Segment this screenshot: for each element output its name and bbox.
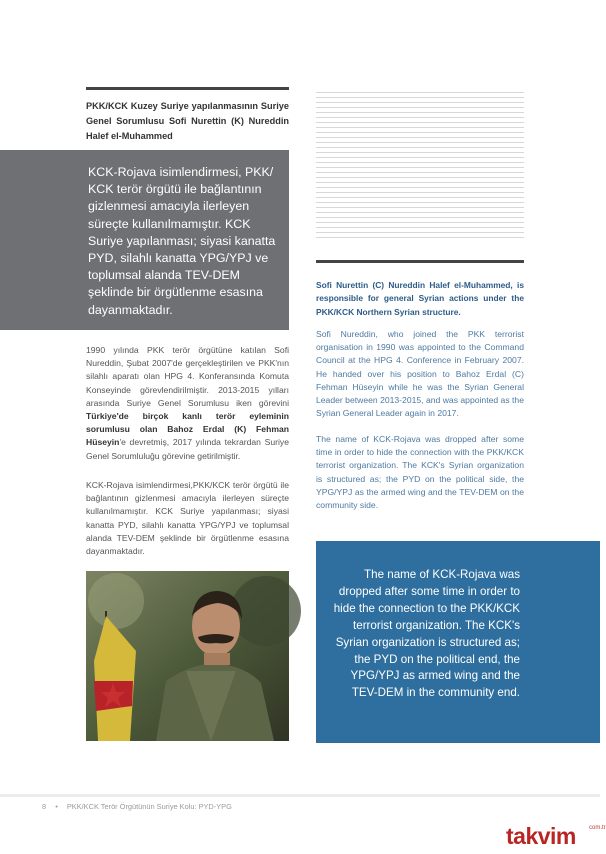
- left-paragraph-1: [86, 344, 289, 463]
- left-paragraph-2: KCK-Rojava isimlendirmesi,PKK/KCK terör örgütü ile bağlantının gizlenmesi amacıyla ilerleyen süreçte kullanılmamıştır. KCK Suriye yapılanması; siyasi kanatta PYD, silahlı kanatta YPG/YPJ ve toplumsal alanda TEV-DEM şeklinde bir örgütlenme esasına dayanmaktadır.: [86, 480, 289, 557]
- footer-title: PKK/KCK Terör Örgütünün Suriye Kolu: PYD-YPG: [66, 802, 232, 811]
- logo-domain: com.tr: [589, 825, 606, 831]
- left-caption-heading: PKK/KCK Kuzey Suriye yapılanmasının Suriye Genel Sorumlusu Sofi Nurettin (K) Nureddin Halef el-Muhammed: [86, 101, 289, 141]
- footer-divider: [0, 794, 600, 797]
- page-number: 8: [42, 802, 47, 811]
- turkish-pull-quote-box: [0, 150, 289, 330]
- footer-separator: •: [55, 802, 58, 811]
- logo-brand: takvim: [506, 823, 576, 849]
- left-paragraph-1-end: 'e devretmiş, 2017 yılında tekrardan Suriye Genel Sorumluluğu görevine getirilmiştir.: [86, 437, 289, 461]
- portrait-photo-illustration: [86, 571, 289, 741]
- right-rule: [316, 260, 524, 263]
- portrait-photo: [86, 571, 289, 741]
- right-paragraph-1: Sofi Nureddin, who joined the PKK terrorist organisation in 1990 was appointed to the Command Council at the HPG 4. Conference in February 2007. He handed over his position to Bahoz Erdal (C) Fehman Hüseyin while he was the Syrian General Leader between 2013-2015, and was appointed as the Syrian General Leader again in 2017.: [316, 329, 524, 419]
- english-pull-quote: The name of KCK-Rojava was dropped after some time in order to hide the connection to the PKK/KCK terrorist organization. The KCK's Syrian organization is structured as; the PYD on the political end, the YPG/YPJ as armed wing and the TEV-DEM in the community end.: [333, 568, 520, 700]
- right-paragraph-2: The name of KCK-Rojava was dropped after some time in order to hide the connection with the PKK/KCK terrorist organization. The KCK's Syrian organization is structured as; the PYD on the political side, the YPG/YPJ as the armed wing and the TEV-DEM on the community side.: [316, 434, 524, 511]
- decorative-lines: [316, 92, 524, 242]
- turkish-pull-quote: KCK-Rojava isimlendirmesi, PKK/ KCK terör örgütü ile bağlantının gizlenmesi amacıyla ilerleyen süreçte kullanılmamıştır. KCK Suriye yapılanması; siyasi kanatta PYD, silahlı kanatta YPG/YPJ ve toplumsal alanda TEV-DEM şeklinde bir örgütlenme esasına dayanmaktadır.: [88, 165, 276, 317]
- left-paragraph-1-start: 1990 yılında PKK terör örgütüne katılan Sofi Nureddin, Şubat 2007'de gerçekleştirilen ve PKK'nın silahlı aparatı olan HPG 4. Konferansında Komuta Konseyinde görevlendirilmiştir. 2013-2015 yılları arasında Suriye Genel Sorumlusu iken görevini: [86, 345, 289, 408]
- left-top-rule: [86, 87, 289, 90]
- takvim-logo: [506, 821, 606, 854]
- english-pull-quote-box: [316, 541, 600, 743]
- left-paragraph-1-bold: Türkiye'de birçok kanlı terör eyleminin sorumlusu olan Bahoz Erdal (K) Fehman Hüseyin: [86, 411, 289, 448]
- right-caption-heading: Sofi Nurettin (C) Nureddin Halef el-Muhammed, is responsible for general Syrian actions under the PKK/KCK Northern Syrian structure.: [316, 280, 524, 317]
- page-footer: [42, 802, 232, 811]
